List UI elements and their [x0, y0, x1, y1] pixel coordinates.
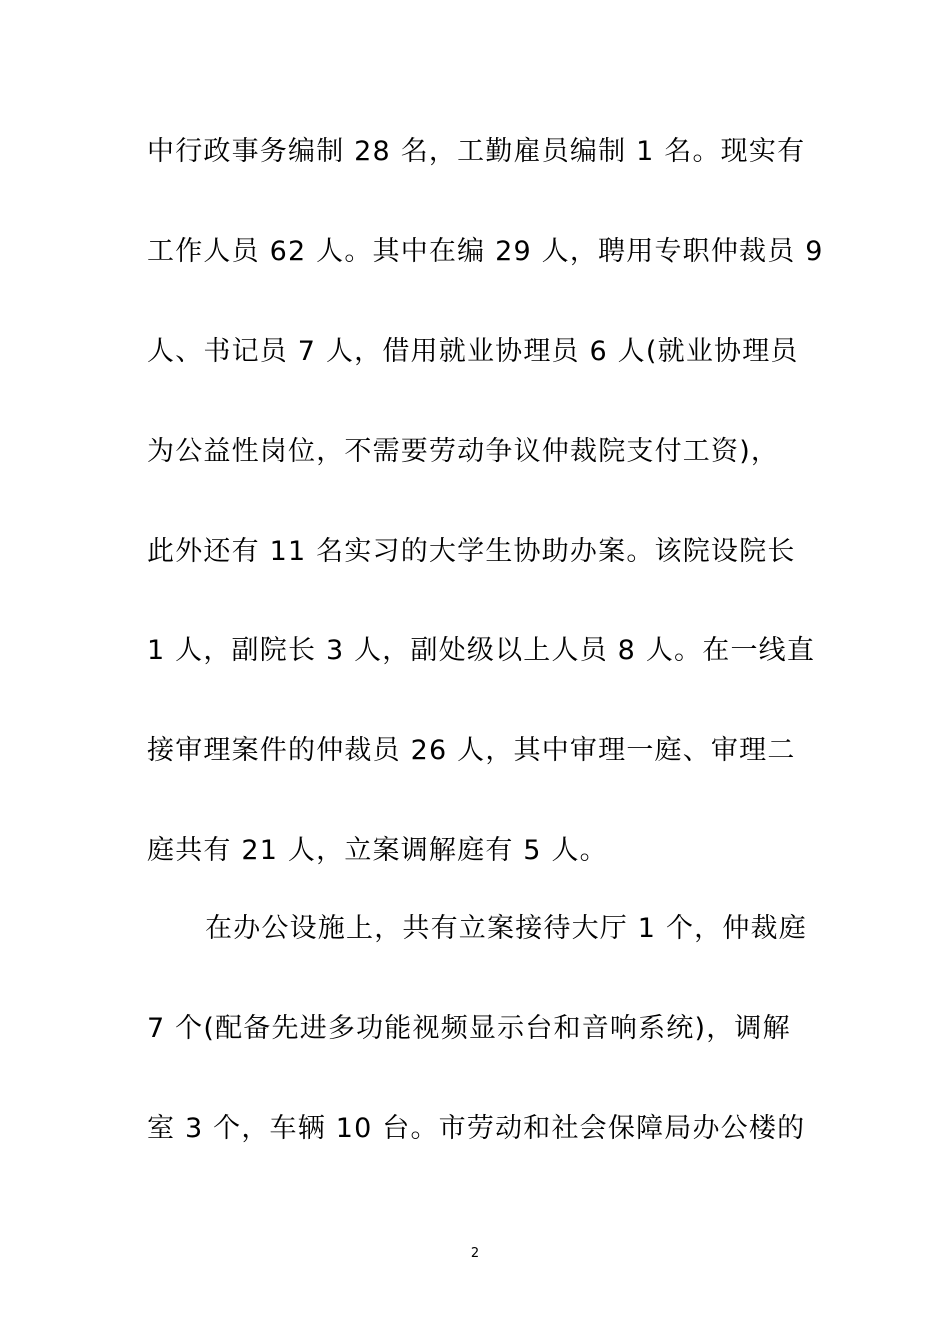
paragraph-line: 为公益性岗位，不需要劳动争议仲裁院支付工资)，	[147, 436, 780, 467]
paragraph-line: 此外还有 11 名实习的大学生协助办案。该院设院长	[147, 536, 796, 567]
paragraph-line: 接审理案件的仲裁员 26 人，其中审理一庭、审理二	[147, 735, 796, 766]
page-number: 2	[470, 1246, 480, 1261]
paragraph-line: 中行政事务编制 28 名，工勤雇员编制 1 名。现实有	[147, 136, 806, 167]
paragraph-line: 7 个(配备先进多功能视频显示台和音响系统)，调解	[147, 1013, 791, 1044]
paragraph-line: 工作人员 62 人。其中在编 29 人，聘用专职仲裁员 9	[147, 236, 824, 267]
paragraph-line: 庭共有 21 人，立案调解庭有 5 人。	[147, 835, 608, 866]
paragraph-line: 在办公设施上，共有立案接待大厅 1 个，仲裁庭	[205, 913, 807, 944]
paragraph-line: 人、书记员 7 人，借用就业协理员 6 人(就业协理员	[147, 336, 799, 367]
paragraph-line: 1 人，副院长 3 人，副处级以上人员 8 人。在一线直	[147, 635, 816, 666]
paragraph-line: 室 3 个，车辆 10 台。市劳动和社会保障局办公楼的	[147, 1113, 806, 1144]
